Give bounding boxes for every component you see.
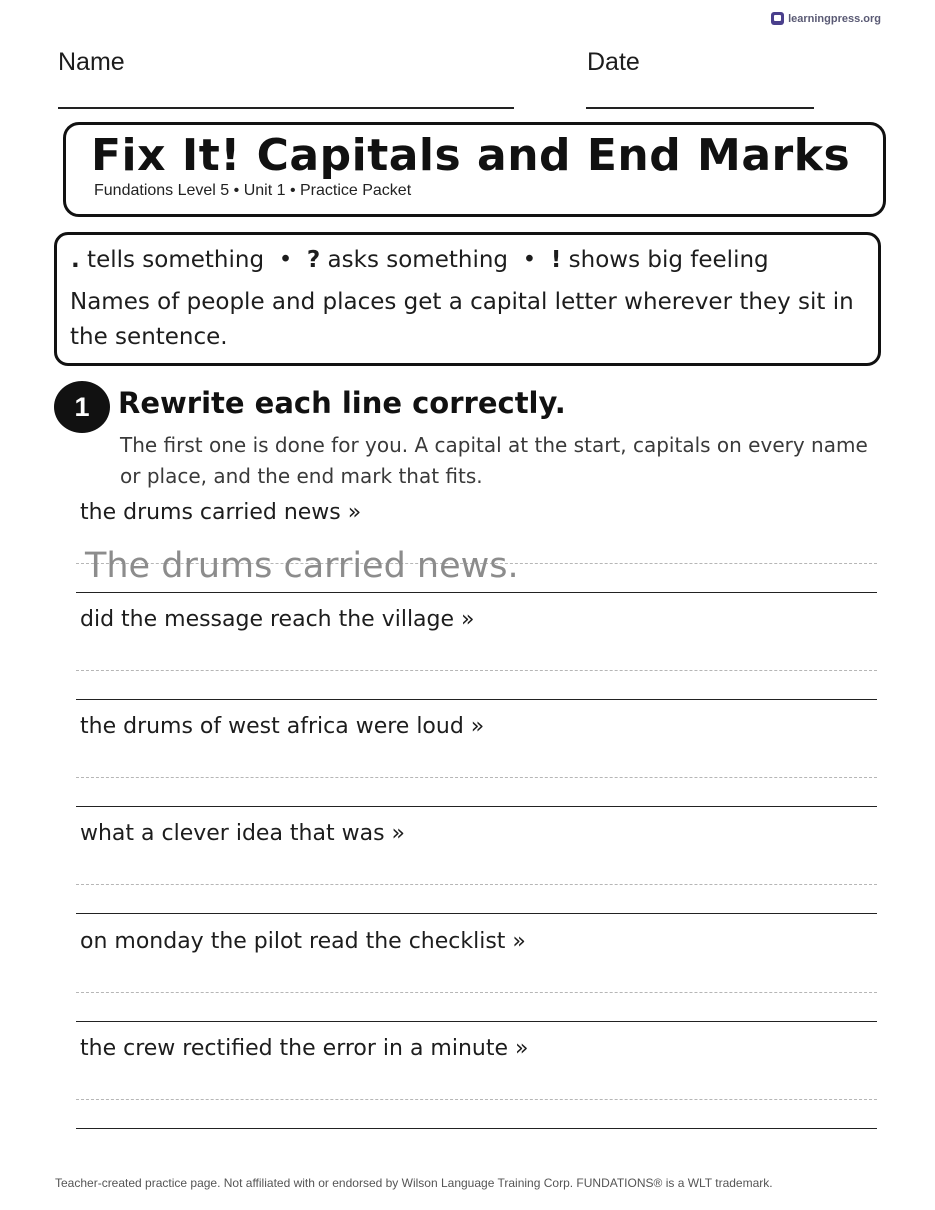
title-box bbox=[63, 122, 886, 217]
writing-guide-line bbox=[76, 777, 877, 778]
name-label: Name bbox=[58, 48, 125, 76]
exercise-item bbox=[76, 929, 877, 1036]
exercise-item bbox=[76, 1036, 877, 1143]
writing-base-line[interactable] bbox=[76, 806, 877, 807]
section-number: 1 bbox=[54, 381, 110, 433]
writing-base-line[interactable] bbox=[76, 699, 877, 700]
logo-text: learningpress.org bbox=[788, 12, 881, 25]
question-mark: ? bbox=[306, 247, 321, 273]
writing-base-line[interactable] bbox=[76, 1128, 877, 1129]
page-title: Fix It! Capitals and End Marks bbox=[91, 130, 851, 181]
footer-disclaimer: Teacher-created practice page. Not affiliated with or endorsed by Wilson Language Training Corp. FUNDATIONS® is a WLT trademark. bbox=[55, 1176, 773, 1190]
period-rule: tells something • bbox=[79, 247, 307, 273]
exclaim-rule: shows big feeling bbox=[561, 247, 769, 273]
writing-guide-line bbox=[76, 884, 877, 885]
date-label: Date bbox=[587, 48, 640, 76]
writing-base-line[interactable] bbox=[76, 913, 877, 914]
item-prompt: the drums carried news » bbox=[80, 500, 362, 525]
writing-guide-line bbox=[76, 670, 877, 671]
exclaim-mark: ! bbox=[550, 247, 562, 273]
end-mark-rules bbox=[71, 247, 769, 273]
item-prompt: the crew rectified the error in a minute » bbox=[80, 1036, 529, 1061]
section-title: Rewrite each line correctly. bbox=[118, 386, 566, 420]
exercise-item bbox=[76, 821, 877, 928]
brand-logo bbox=[771, 12, 881, 25]
question-rule: asks something • bbox=[320, 247, 551, 273]
writing-guide-line bbox=[76, 992, 877, 993]
item-prompt: on monday the pilot read the checklist » bbox=[80, 929, 526, 954]
page-subtitle: Fundations Level 5 • Unit 1 • Practice Packet bbox=[94, 182, 412, 199]
item-prompt: what a clever idea that was » bbox=[80, 821, 405, 846]
exercise-item bbox=[76, 714, 877, 821]
item-prompt: the drums of west africa were loud » bbox=[80, 714, 485, 739]
rules-box bbox=[54, 232, 881, 366]
period-mark: . bbox=[71, 247, 80, 273]
date-line[interactable] bbox=[586, 107, 814, 109]
example-answer: The drums carried news. bbox=[85, 546, 519, 586]
writing-guide-line bbox=[76, 1099, 877, 1100]
item-prompt: did the message reach the village » bbox=[80, 607, 475, 632]
writing-base-line[interactable] bbox=[76, 592, 877, 593]
writing-base-line[interactable] bbox=[76, 1021, 877, 1022]
capital-rule: Names of people and places get a capital letter wherever they sit in the sentence. bbox=[70, 289, 854, 350]
section-instructions: The first one is done for you. A capital at the start, capitals on every name or place, and the end mark that fits. bbox=[120, 433, 868, 488]
exercise-item bbox=[76, 607, 877, 714]
book-icon bbox=[771, 12, 784, 25]
exercise-item bbox=[76, 500, 877, 607]
name-line[interactable] bbox=[58, 107, 514, 109]
